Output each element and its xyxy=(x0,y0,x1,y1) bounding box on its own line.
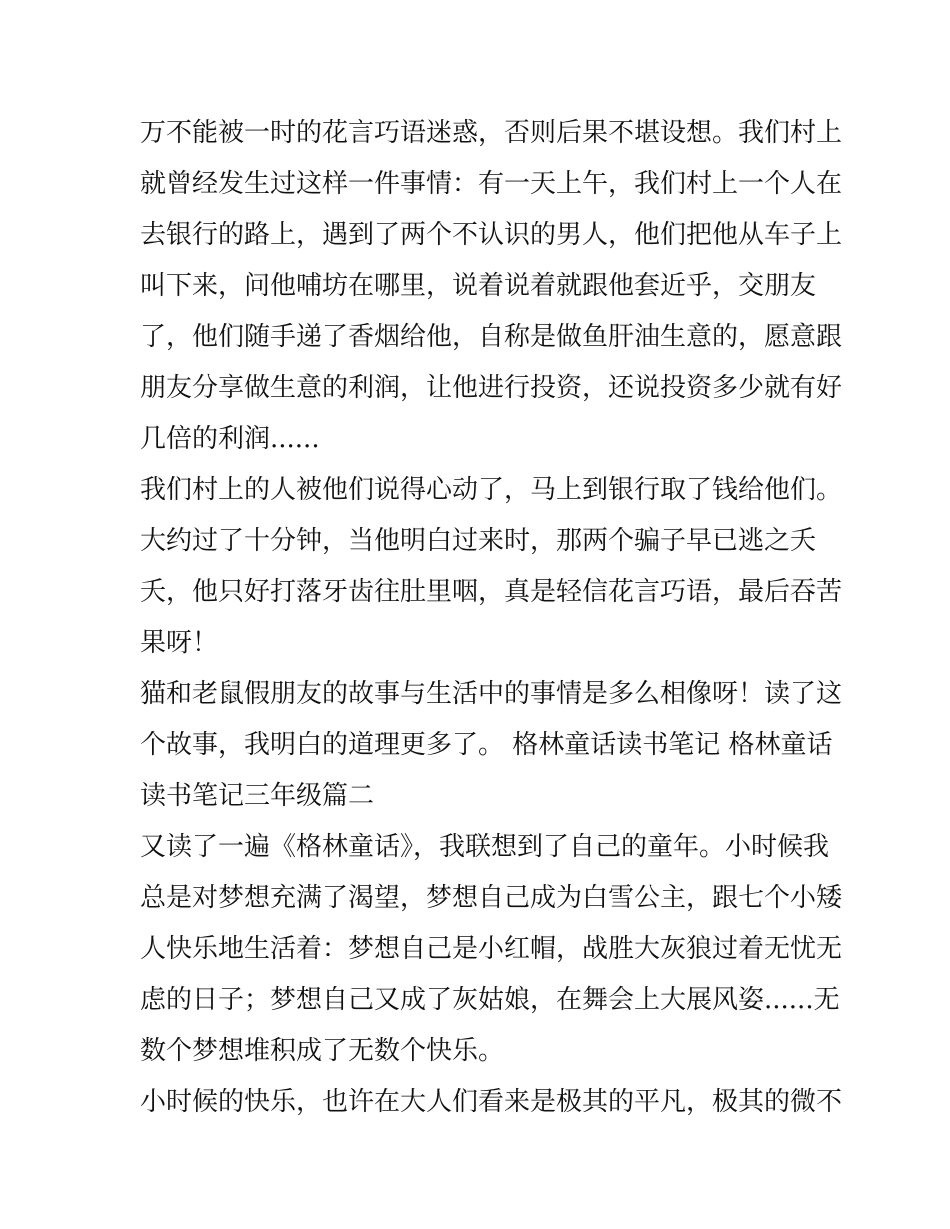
text-line: 几倍的利润...... xyxy=(140,424,320,454)
text-line: 万不能被一时的花言巧语迷惑，否则后果不堪设想。我们村上 xyxy=(140,118,843,148)
text-line: 人快乐地生活着：梦想自己是小红帽，战胜大灰狼过着无忧无 xyxy=(140,934,843,964)
text-line: 数个梦想堆积成了无数个快乐。 xyxy=(140,1036,505,1066)
text-line: 个故事，我明白的道理更多了。 格林童话读书笔记 格林童话 xyxy=(140,730,833,760)
text-line: 果呀！ xyxy=(140,628,219,658)
text-line: 我们村上的人被他们说得心动了，马上到银行取了钱给他们。 xyxy=(140,475,843,505)
text-line: 就曾经发生过这样一件事情：有一天上午，我们村上一个人在 xyxy=(140,169,843,199)
text-line: 读书笔记三年级篇二 xyxy=(140,781,375,811)
text-line: 虑的日子；梦想自己又成了灰姑娘，在舞会上大展风姿......无 xyxy=(140,985,840,1015)
text-line: 去银行的路上，遇到了两个不认识的男人，他们把他从车子上 xyxy=(140,220,843,250)
text-line: 又读了一遍《格林童话》，我联想到了自己的童年。小时候我 xyxy=(140,832,830,862)
text-line: 夭，他只好打落牙齿往肚里咽，真是轻信花言巧语，最后吞苦 xyxy=(140,577,843,607)
text-line: 猫和老鼠假朋友的故事与生活中的事情是多么相像呀！读了这 xyxy=(140,679,843,709)
text-line: 叫下来，问他哺坊在哪里，说着说着就跟他套近乎，交朋友 xyxy=(140,271,817,301)
text-line: 了，他们随手递了香烟给他，自称是做鱼肝油生意的，愿意跟 xyxy=(140,322,843,352)
text-line: 小时候的快乐，也许在大人们看来是极其的平凡，极其的微不 xyxy=(140,1087,843,1117)
text-line: 总是对梦想充满了渴望，梦想自己成为白雪公主，跟七个小矮 xyxy=(140,883,843,913)
text-line: 朋友分享做生意的利润，让他进行投资，还说投资多少就有好 xyxy=(140,373,843,403)
text-line: 大约过了十分钟，当他明白过来时，那两个骗子早已逃之夭 xyxy=(140,526,817,556)
document-body xyxy=(140,108,843,1128)
